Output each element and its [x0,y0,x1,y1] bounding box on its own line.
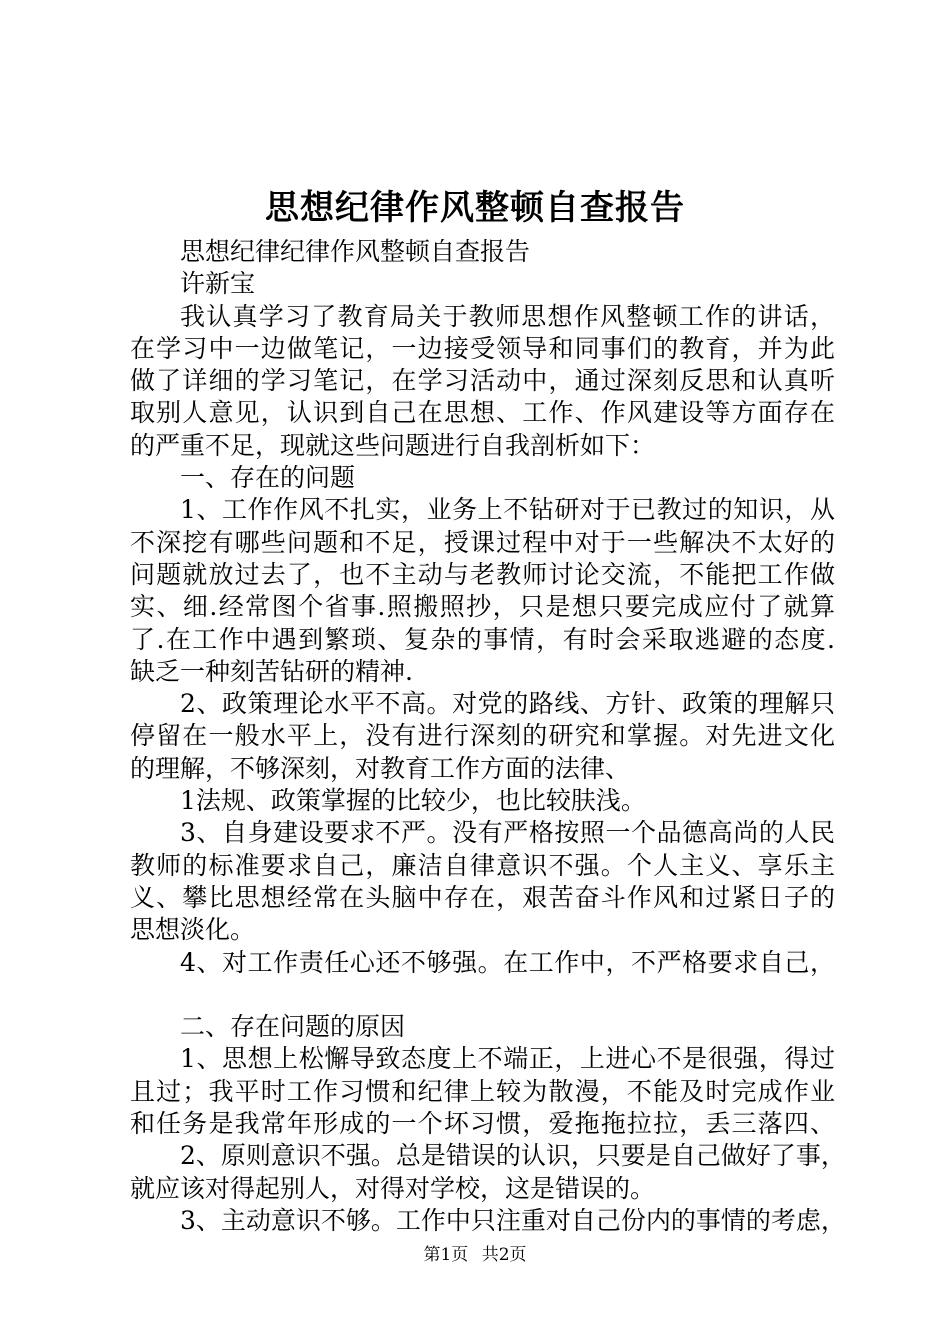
body-line: 3、主动意识不够。工作中只注重对自己份内的事情的考虑， [180,1205,846,1235]
body-line: 教师的标准要求自己，廉洁自律意识不强。个人主义、享乐主 [130,850,835,880]
body-line: 2、政策理论水平不高。对党的路线、方针、政策的理解只 [180,689,835,719]
body-line: 我认真学习了教育局关于教师思想作风整顿工作的讲话， [180,301,835,331]
body-line: 且过；我平时工作习惯和纪律上较为散漫，不能及时完成作业 [130,1076,835,1106]
body-line: 做了详细的学习笔记，在学习活动中，通过深刻反思和认真听 [130,366,835,396]
body-line: 2、原则意识不强。总是错误的认识，只要是自己做好了事， [180,1141,846,1171]
body-line: 取别人意见，认识到自己在思想、工作、作风建设等方面存在 [130,398,835,428]
body-line: 了.在工作中遇到繁琐、复杂的事情，有时会采取逃避的态度. [130,624,835,654]
body-line: 一、存在的问题 [180,463,356,493]
body-line: 3、自身建设要求不严。没有严格按照一个品德高尚的人民 [180,818,835,848]
document-body [130,236,846,1237]
body-line: 不深挖有哪些问题和不足，授课过程中对于一些解决不太好的 [130,527,835,557]
body-line: 思想纪律纪律作风整顿自查报告 [180,237,531,266]
page-number-total: 共2页 [481,1245,527,1265]
body-line: 的严重不足，现就这些问题进行自我剖析如下： [130,430,656,460]
body-line: 1、思想上松懈导致态度上不端正，上进心不是很强，得过 [180,1044,835,1074]
body-line: 1法规、政策掌握的比较少，也比较肤浅。 [180,786,646,816]
body-line: 问题就放过去了，也不主动与老教师讨论交流，不能把工作做 [130,559,835,589]
body-line: 许新宝 [180,269,256,299]
body-line: 停留在一般水平上，没有进行深刻的研究和掌握。对先进文化 [130,721,835,751]
body-line: 1、工作作风不扎实，业务上不钻研对于已教过的知识，从 [180,495,835,525]
body-line: 和任务是我常年形成的一个坏习惯，爱拖拖拉拉，丢三落四、 [130,1109,835,1139]
page-number-current: 第1页 [423,1245,469,1265]
body-line: 4、对工作责任心还不够强。在工作中，不严格要求自己， [180,947,835,977]
body-line: 就应该对得起别人，对得对学校，这是错误的。 [130,1173,656,1203]
body-line: 缺乏一种刻苦钻研的精神. [130,656,413,686]
page-footer [0,1243,950,1267]
body-line: 实、细.经常图个省事.照搬照抄，只是想只要完成应付了就算 [130,592,835,622]
body-line: 的理解，不够深刻，对教育工作方面的法律、 [130,753,631,783]
body-line: 在学习中一边做笔记，一边接受领导和同事们的教育，并为此 [130,333,835,363]
body-line: 二、存在问题的原因 [180,1012,406,1042]
body-line: 思想淡化。 [130,915,256,945]
body-line: 义、攀比思想经常在头脑中存在，艰苦奋斗作风和过紧日子的 [130,882,835,912]
document-title: 思想纪律作风整顿自查报告 [265,188,685,228]
blank-line [130,979,835,1011]
